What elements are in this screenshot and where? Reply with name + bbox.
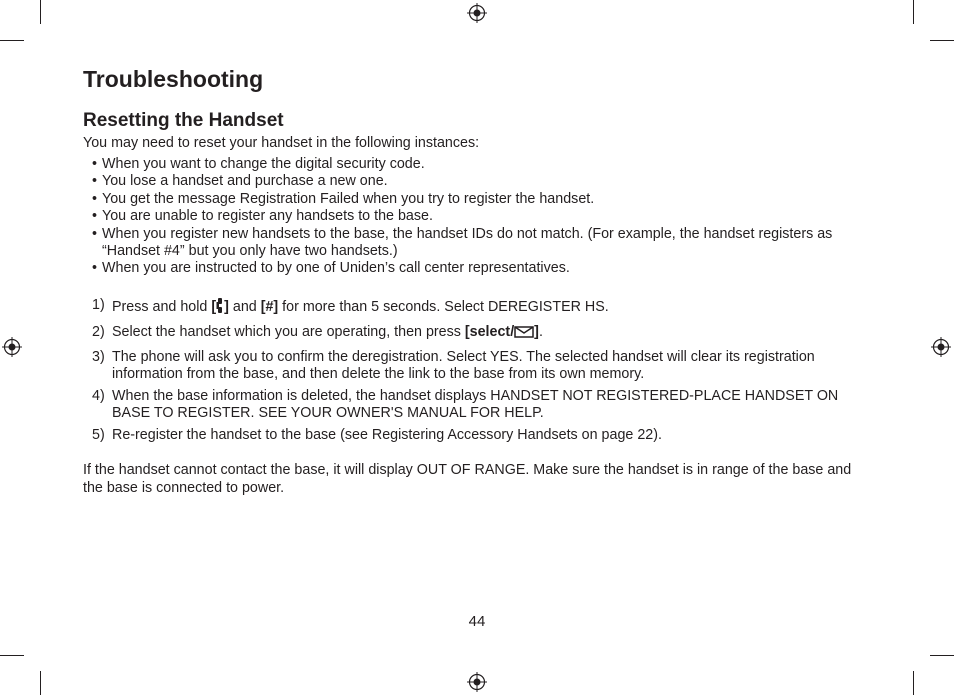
- page-number: 44: [468, 613, 486, 630]
- step-item: [92, 388, 872, 422]
- list-item: • You lose a handset and purchase a new one.: [92, 173, 872, 190]
- key-bracket: ]: [534, 324, 539, 340]
- registration-target-icon: [931, 337, 951, 357]
- step-text: When the base information is deleted, the handset displays HANDSET NOT REGISTERED-PLACE HANDSET ON BASE TO REGISTER. SEE YOUR OWNER'S MANUAL FOR HELP.: [112, 388, 839, 421]
- crop-mark-top-right-vertical: [913, 0, 914, 24]
- key-bracket: [: [211, 299, 217, 315]
- section-title: Resetting the Handset: [83, 110, 284, 131]
- step-text: .: [538, 324, 543, 340]
- list-item: • When you register new handsets to the base, the handset IDs do not match. (For example, the handset registers as “Handset #4” but you only have two handsets.): [92, 226, 872, 261]
- crop-mark-top-left-vertical: [40, 0, 41, 24]
- crop-mark-bottom-right-horizontal: [930, 655, 954, 656]
- step-text: The phone will ask you to confirm the deregistration. Select YES. The selected handset will clear its registration information from the base, and then delete the link to the base from its own memory.: [112, 349, 815, 382]
- crop-mark-top-left-horizontal: [0, 40, 24, 41]
- select-key: [select/: [464, 324, 515, 340]
- step-item: [92, 349, 872, 383]
- crop-mark-bottom-right-vertical: [913, 671, 914, 695]
- step-text: Press and hold: [112, 299, 212, 315]
- page-title: Troubleshooting: [83, 66, 264, 92]
- list-item: • You get the message Registration Failed when you try to register the handset.: [92, 191, 872, 208]
- crop-mark-bottom-left-vertical: [40, 671, 41, 695]
- registration-target-icon: [467, 672, 487, 692]
- step-text: Re-register the handset to the base (see Registering Accessory Handsets on page 22).: [112, 427, 662, 443]
- step-number: 2): [92, 324, 105, 340]
- step-number: 1): [92, 297, 105, 313]
- pound-key: [#]: [260, 299, 279, 315]
- envelope-icon: [514, 325, 534, 344]
- step-item: [92, 297, 872, 319]
- out-of-range-note: If the handset cannot contact the base, it will display OUT OF RANGE. Make sure the handset is in range of the base and the base is connected to power.: [83, 462, 852, 496]
- step-text: for more than 5 seconds. Select DEREGISTER HS.: [278, 299, 609, 315]
- list-item: • When you want to change the digital security code.: [92, 156, 872, 173]
- step-item: [92, 324, 872, 344]
- list-item: • When you are instructed to by one of Uniden’s call center representatives.: [92, 260, 872, 277]
- instances-list: [92, 156, 872, 278]
- step-number: 5): [92, 427, 105, 443]
- step-number: 4): [92, 388, 105, 404]
- crop-mark-top-right-horizontal: [930, 40, 954, 41]
- step-text: and: [228, 299, 261, 315]
- step-item: [92, 427, 872, 444]
- registration-target-icon: [467, 3, 487, 23]
- intro-text: You may need to reset your handset in the following instances:: [83, 135, 480, 151]
- step-text: Select the handset which you are operating, then press: [112, 324, 465, 340]
- step-number: 3): [92, 349, 105, 365]
- reset-steps: [92, 297, 872, 449]
- registration-target-icon: [2, 337, 22, 357]
- talk-icon: [216, 297, 224, 319]
- crop-mark-bottom-left-horizontal: [0, 655, 24, 656]
- list-item: • You are unable to register any handsets to the base.: [92, 208, 872, 225]
- key-bracket: ]: [224, 299, 229, 315]
